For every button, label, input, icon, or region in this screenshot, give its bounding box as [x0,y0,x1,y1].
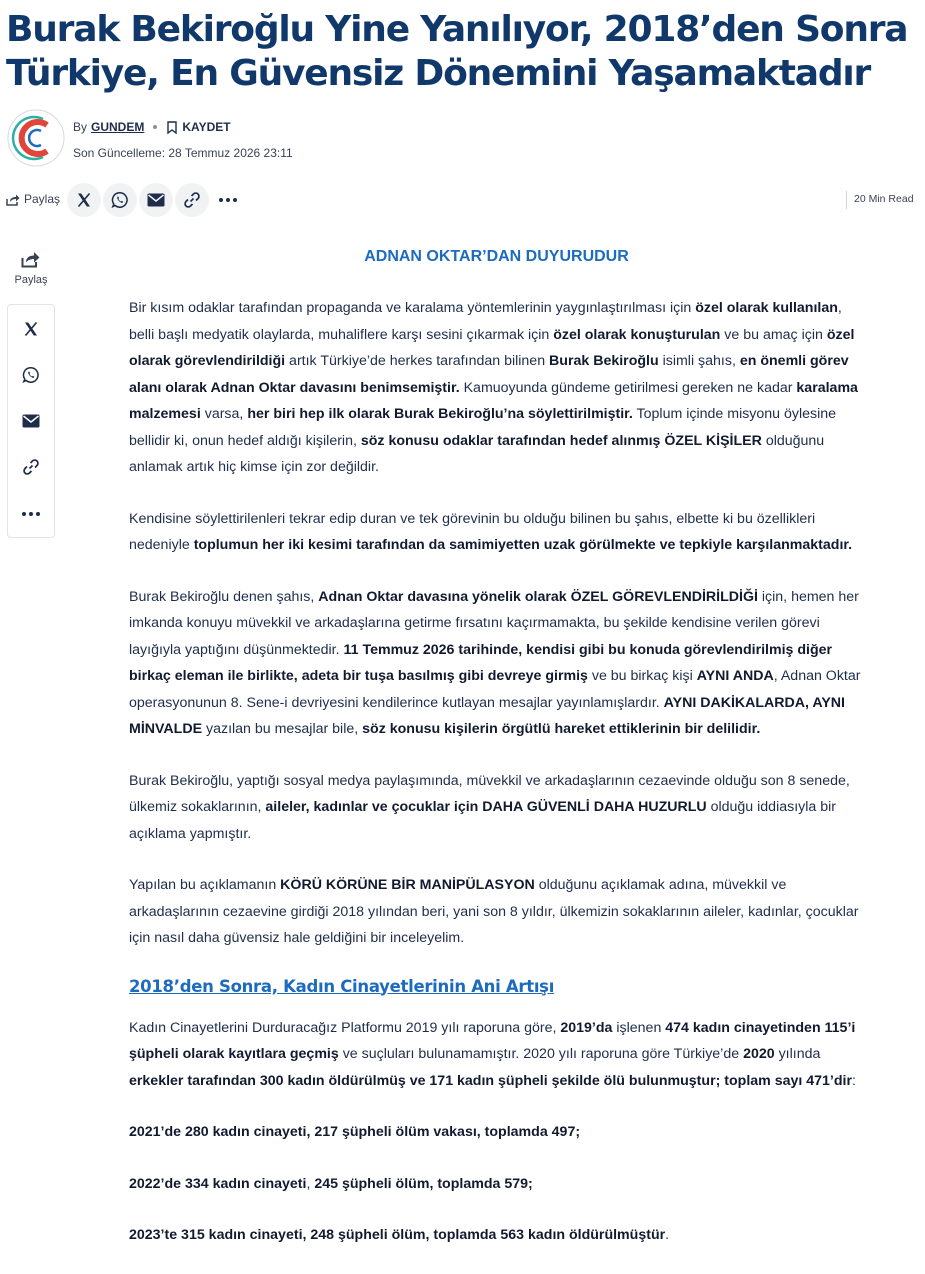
logo-avatar-icon[interactable] [7,109,65,167]
share-mail-button[interactable] [139,183,173,217]
text-run: olduğunu anlamak artık hiç kimse için zor değildir. [129,432,825,475]
save-label: KAYDET [182,120,231,134]
text-run: için, hemen her imkanda konuyu müvekkil ve arkadaşlarına getirme fırsatını kaçırmamakta, bu şekilde kendisine verilen görevi layığıyla yaptığını düşünmektedir. [129,588,859,658]
bold-text: söz konusu kişilerin örgütlü hareket ettiklerinin bir delilidir. [362,721,761,737]
text-run: Toplum içinde misyonu öylesine bellidir ki, onun hedef aldığı kişilerin, [129,406,837,449]
bold-text: söz konusu odaklar tarafından hedef alınmış ÖZEL KİŞİLER [360,432,762,449]
paragraph [129,1015,864,1095]
text-run: Yapılan bu açıklamanın [129,877,281,893]
mail-icon [22,414,40,428]
text-run: , Adnan Oktar operasyonunun 8. Sene-i devriyesini kendilerince kutlayan mesajlar yayınlamışlardır. [129,668,861,711]
last-updated: Son Güncelleme: 28 Temmuz 2026 23:11 [73,146,293,160]
statistic-line [129,1222,864,1249]
text-run: Kendisine söylettirilenleri tekrar edip duran ve tek görevinin bu olduğu bilinen bu şahıs, elbette ki bu özellikleri nedeniyle [129,510,816,553]
bold-text: 245 şüpheli ölüm, toplamda 579; [314,1175,533,1192]
bold-text: 2022’de 334 kadın cinayeti [129,1175,307,1192]
paragraph [129,295,864,481]
bold-text: KÖRÜ KÖRÜNE BİR MANİPÜLASYON [280,877,535,893]
bold-text: 2021’de 280 kadın cinayeti, 217 şüpheli ölüm vakası, toplamda 497; [129,1124,581,1140]
share-icon [6,193,20,206]
announcement-heading: ADNAN OKTAR’DAN DUYURUDUR [364,248,629,265]
x-icon [76,192,92,208]
paragraph [129,768,864,848]
save-button[interactable] [167,120,230,134]
divider [846,191,847,209]
article-body [129,238,864,1274]
bold-text: 2019’da [560,1019,613,1036]
text-run: ve suçluları bulunamamıştır. 2020 yılı raporuna göre Türkiye’de [338,1046,744,1062]
text-run: olduğunu açıklamak adına, müvekkil ve arkadaşlarının cezaevine girdiği 2018 yılından beri, yani son 8 yıldır, ülkemizin sokaklarının aileler, kadınlar, çocuklar için nasıl daha güvensiz hale geldiğini bir inceleyelim. [129,877,859,946]
byline [73,120,231,134]
bold-text: toplumun her iki kesimi tarafından da samimiyetten uzak görülmekte ve tepkiyle karşılanmaktadır. [193,537,853,553]
share-button[interactable] [6,192,60,206]
statistic-line [129,1119,864,1146]
text-run: Kamuoyunda gündeme getirilmesi gereken ne kadar [459,379,797,396]
bold-text: özel olarak kullanılan [695,300,838,316]
text-run: , [306,1175,315,1192]
text-run: Burak Bekiroğlu, yaptığı sosyal medya paylaşımında, müvekkil ve arkadaşlarının cezaevinde olduğu son 8 senede, ülkemiz sokaklarının, [129,772,850,815]
text-run: artık Türkiye’de herkes tarafından bilinen [285,353,550,369]
text-run: yazılan bu mesajlar bile, [202,721,363,737]
text-run: olduğu iddiasıyla bir açıklama yapmıştır. [129,799,836,842]
bold-text: özel olarak konuşturulan [553,326,721,343]
sidebar-share-button[interactable] [7,244,55,286]
share-x-button[interactable] [67,183,101,217]
by-label: By [73,120,88,134]
text-run: Bir kısım odaklar tarafından propaganda ve karalama yöntemlerinin yaygınlaştırılması için [129,300,696,316]
share-more-button[interactable] [211,183,245,217]
bookmark-icon [167,121,177,134]
text-run: işlenen [612,1019,666,1036]
sidebar-share-label: Paylaş [14,274,48,286]
link-icon [183,191,201,209]
text-run: varsa, [200,406,248,422]
sidebar-mail-button[interactable] [8,414,54,428]
bold-text: her biri hep ilk olarak Burak Bekiroğlu’na söylettirilmiştir. [247,406,633,422]
share-link-button[interactable] [175,183,209,217]
bold-text: 2020 [743,1046,775,1062]
separator-dot [153,125,157,129]
section-heading-link[interactable]: 2018’den Sonra, Kadın Cinayetlerinin Ani Artışı [129,976,555,996]
text-run: : [852,1072,856,1089]
bold-text: özel olarak görevlendirildiği [129,326,855,369]
bold-text: AYNI DAKİKALARDA, AYNI MİNVALDE [129,694,845,737]
paragraph [129,506,864,559]
whatsapp-icon [111,191,129,209]
sidebar-social-list [7,304,55,538]
text-run: , belli başlı medyatik olaylarda, muhaliflere karşı sesini çıkarmak için [129,300,842,343]
bold-text: Adnan Oktar davasına yönelik olarak ÖZEL GÖREVLENDİRİLDİĞİ [318,588,758,605]
bold-text: 474 kadın cinayetinden 115’i şüpheli olarak kayıtlara geçmiş [129,1019,856,1062]
read-time: 20 Min Read [854,193,914,205]
article-title: Burak Bekiroğlu Yine Yanılıyor, 2018’den Sonra Türkiye, En Güvensiz Dönemini Yaşamaktadır [6,9,908,94]
text-run: ve bu amaç için [720,326,827,343]
share-bar [0,183,925,217]
text-run: Kadın Cinayetlerini Durduracağız Platformu 2019 yılı raporuna göre, [129,1019,561,1036]
paragraph [129,872,864,952]
author-link[interactable]: GUNDEM [91,120,145,134]
text-run: ve bu birkaç kişi [587,668,697,684]
text-run: yılında [774,1046,821,1062]
share-label: Paylaş [24,192,61,206]
whatsapp-icon [22,366,40,384]
share-icon [21,250,41,268]
text-run: . [665,1227,670,1243]
statistic-line [129,1171,864,1198]
sidebar-x-button[interactable] [8,321,54,337]
paragraph [129,584,864,743]
text-run: isimli şahıs, [658,353,740,369]
bold-text: aileler, kadınlar ve çocuklar için DAHA GÜVENLİ DAHA HUZURLU [265,799,707,815]
link-icon [22,458,40,476]
sidebar-whatsapp-button[interactable] [8,366,54,384]
bold-text: 11 Temmuz 2026 tarihinde, kendisi gibi bu konuda görevlendirilmiş diğer birkaç eleman ile birlikte, adeta bir tuşa basılmış gibi devreye girmiş [129,641,833,684]
more-icon [219,198,237,202]
bold-text: AYNI ANDA [696,668,774,684]
bold-text: en önemli görev alanı olarak Adnan Oktar davasını benimsemiştir. [129,353,849,396]
text-run: Burak Bekiroğlu denen şahıs, [129,588,319,605]
bold-text: Burak Bekiroğlu [549,353,659,369]
more-icon [22,512,40,516]
mail-icon [147,193,165,207]
sidebar-link-button[interactable] [8,458,54,476]
bold-text: 2023’te 315 kadın cinayeti, 248 şüpheli ölüm, toplamda 563 kadın öldürülmüştür [129,1227,666,1243]
bold-text: karalama malzemesi [129,379,858,422]
x-icon [23,321,39,337]
share-whatsapp-button[interactable] [103,183,137,217]
sidebar-more-button[interactable] [8,512,54,516]
bold-text: erkekler tarafından 300 kadın öldürülmüş ve 171 kadın şüpheli şekilde ölü bulunmuştur; toplam sayı 471’dir [129,1072,853,1089]
